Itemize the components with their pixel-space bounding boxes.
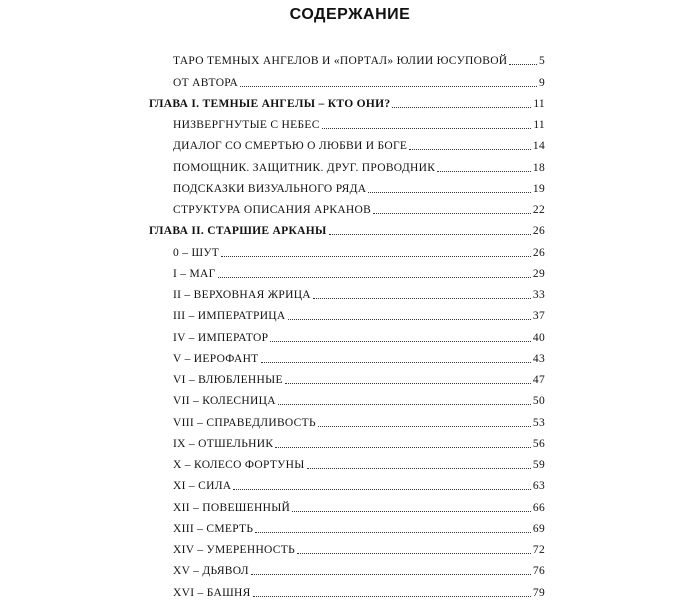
- toc-entry-title: III – ИМПЕРАТРИЦА: [173, 310, 286, 323]
- toc-entry: [149, 389, 545, 410]
- toc-entry-page-number: 50: [532, 395, 545, 408]
- toc-entry: [149, 262, 545, 283]
- toc-entry-page-number: 33: [532, 289, 545, 301]
- toc-entry: [149, 70, 545, 91]
- dot-leader: [270, 341, 531, 342]
- dot-leader: [368, 192, 530, 193]
- dot-leader: [240, 86, 537, 87]
- toc-entry: [149, 283, 545, 304]
- toc-entry-title: IX – ОТШЕЛЬНИК: [173, 437, 274, 450]
- toc-entry: [149, 155, 545, 176]
- toc-entry-title: ГЛАВА I. ТЕМНЫЕ АНГЕЛЫ – КТО ОНИ?: [149, 97, 391, 110]
- dot-leader: [253, 596, 531, 597]
- dot-leader: [409, 149, 531, 150]
- toc-entry-title: XIV – УМЕРЕННОСТЬ: [173, 544, 295, 556]
- dot-leader: [322, 128, 532, 129]
- toc-entry-page-number: 59: [532, 459, 545, 471]
- toc-entry-title: 0 – ШУТ: [173, 246, 220, 259]
- dot-leader: [307, 468, 531, 469]
- toc-entry: [149, 198, 545, 219]
- dot-leader: [221, 256, 531, 257]
- toc-entry-page-number: 19: [532, 182, 545, 195]
- toc-entry-title: I – МАГ: [173, 267, 216, 280]
- toc-entry: [149, 325, 545, 346]
- page-title: СОДЕРЖАНИЕ: [289, 6, 411, 23]
- toc-chapter-entry: [149, 219, 545, 240]
- toc-entry-page-number: 79: [532, 586, 545, 599]
- toc-entry: [149, 517, 545, 538]
- toc-entry-page-number: 14: [532, 140, 545, 153]
- toc-entry-title: ДИАЛОГ СО СМЕРТЬЮ О ЛЮБВИ И БОГЕ: [173, 140, 408, 153]
- toc-entry-page-number: 69: [532, 522, 545, 535]
- toc-entry: [149, 240, 545, 261]
- toc-entry-title: VII – КОЛЕСНИЦА: [173, 395, 276, 408]
- toc-entry: [149, 432, 545, 453]
- toc-entry-title: IV – ИМПЕРАТОР: [173, 331, 269, 344]
- dot-leader: [292, 511, 531, 512]
- toc-entry-page-number: 11: [533, 119, 545, 131]
- toc-entry-page-number: 5: [538, 55, 545, 68]
- toc-entry-page-number: 66: [532, 501, 545, 514]
- dot-leader: [255, 532, 531, 533]
- table-of-contents: [149, 49, 545, 602]
- toc-entry-title: XV – ДЬЯВОЛ: [173, 565, 249, 578]
- toc-entry: [149, 474, 545, 495]
- toc-entry: [149, 410, 545, 431]
- toc-entry-page-number: 72: [532, 544, 545, 556]
- toc-entry-page-number: 43: [532, 352, 545, 365]
- toc-entry-page-number: 47: [532, 374, 545, 386]
- toc-entry: [149, 113, 545, 134]
- toc-entry-title: ГЛАВА II. СТАРШИЕ АРКАНЫ: [149, 225, 327, 238]
- dot-leader: [278, 404, 531, 405]
- dot-leader: [373, 213, 531, 214]
- toc-entry-title: VIII – СПРАВЕДЛИВОСТЬ: [173, 416, 316, 429]
- toc-entry: [149, 495, 545, 516]
- toc-entry-title: X – КОЛЕСО ФОРТУНЫ: [173, 459, 305, 471]
- toc-entry-page-number: 29: [532, 267, 545, 280]
- toc-entry: [149, 559, 545, 580]
- toc-entry-title: V – ИЕРОФАНТ: [173, 352, 259, 365]
- toc-entry-page-number: 9: [538, 76, 545, 89]
- toc-entry-page-number: 22: [532, 204, 545, 216]
- toc-entry: [149, 177, 545, 198]
- dot-leader: [318, 426, 531, 427]
- dot-leader: [285, 383, 531, 384]
- toc-entry: [149, 538, 545, 559]
- dot-leader: [251, 574, 531, 575]
- dot-leader: [261, 362, 531, 363]
- toc-entry-title: XVI – БАШНЯ: [173, 586, 251, 599]
- toc-entry-page-number: 26: [532, 246, 545, 259]
- toc-entry: [149, 368, 545, 389]
- toc-entry-title: XII – ПОВЕШЕННЫЙ: [173, 501, 291, 514]
- toc-entry-title: VI – ВЛЮБЛЕННЫЕ: [173, 374, 283, 386]
- dot-leader: [392, 107, 531, 108]
- toc-entry-page-number: 37: [532, 310, 545, 323]
- toc-entry-page-number: 53: [532, 416, 545, 429]
- toc-entry-page-number: 56: [532, 437, 545, 450]
- toc-entry: [149, 453, 545, 474]
- dot-leader: [313, 298, 531, 299]
- toc-entry-title: XIII – СМЕРТЬ: [173, 522, 254, 535]
- toc-entry-title: XI – СИЛА: [173, 480, 232, 493]
- toc-entry-title: II – ВЕРХОВНАЯ ЖРИЦА: [173, 289, 311, 301]
- dot-leader: [233, 489, 530, 490]
- toc-entry-title: ОТ АВТОРА: [173, 76, 239, 89]
- toc-entry: [149, 580, 545, 601]
- dot-leader: [275, 447, 531, 448]
- dot-leader: [297, 553, 531, 554]
- toc-entry-page-number: 40: [532, 331, 545, 344]
- toc-entry-page-number: 26: [532, 225, 545, 238]
- toc-entry-page-number: 76: [532, 565, 545, 578]
- toc-entry-page-number: 11: [533, 97, 545, 110]
- dot-leader: [437, 171, 531, 172]
- toc-entry-title: ПОДСКАЗКИ ВИЗУАЛЬНОГО РЯДА: [173, 182, 367, 195]
- toc-entry: [149, 304, 545, 325]
- dot-leader: [288, 319, 531, 320]
- toc-entry-title: ПОМОЩНИК. ЗАЩИТНИК. ДРУГ. ПРОВОДНИК: [173, 161, 436, 174]
- toc-entry: [149, 347, 545, 368]
- dot-leader: [329, 234, 531, 235]
- toc-entry-page-number: 18: [532, 161, 545, 174]
- toc-chapter-entry: [149, 92, 545, 113]
- toc-entry: [149, 134, 545, 155]
- dot-leader: [509, 64, 537, 65]
- toc-entry: [149, 49, 545, 70]
- toc-entry-title: НИЗВЕРГНУТЫЕ С НЕБЕС: [173, 119, 320, 131]
- toc-entry-page-number: 63: [532, 480, 545, 493]
- toc-entry-title: СТРУКТУРА ОПИСАНИЯ АРКАНОВ: [173, 204, 372, 216]
- toc-entry-title: ТАРО ТЕМНЫХ АНГЕЛОВ И «ПОРТАЛ» ЮЛИИ ЮСУПОВОЙ: [173, 55, 508, 68]
- dot-leader: [218, 277, 531, 278]
